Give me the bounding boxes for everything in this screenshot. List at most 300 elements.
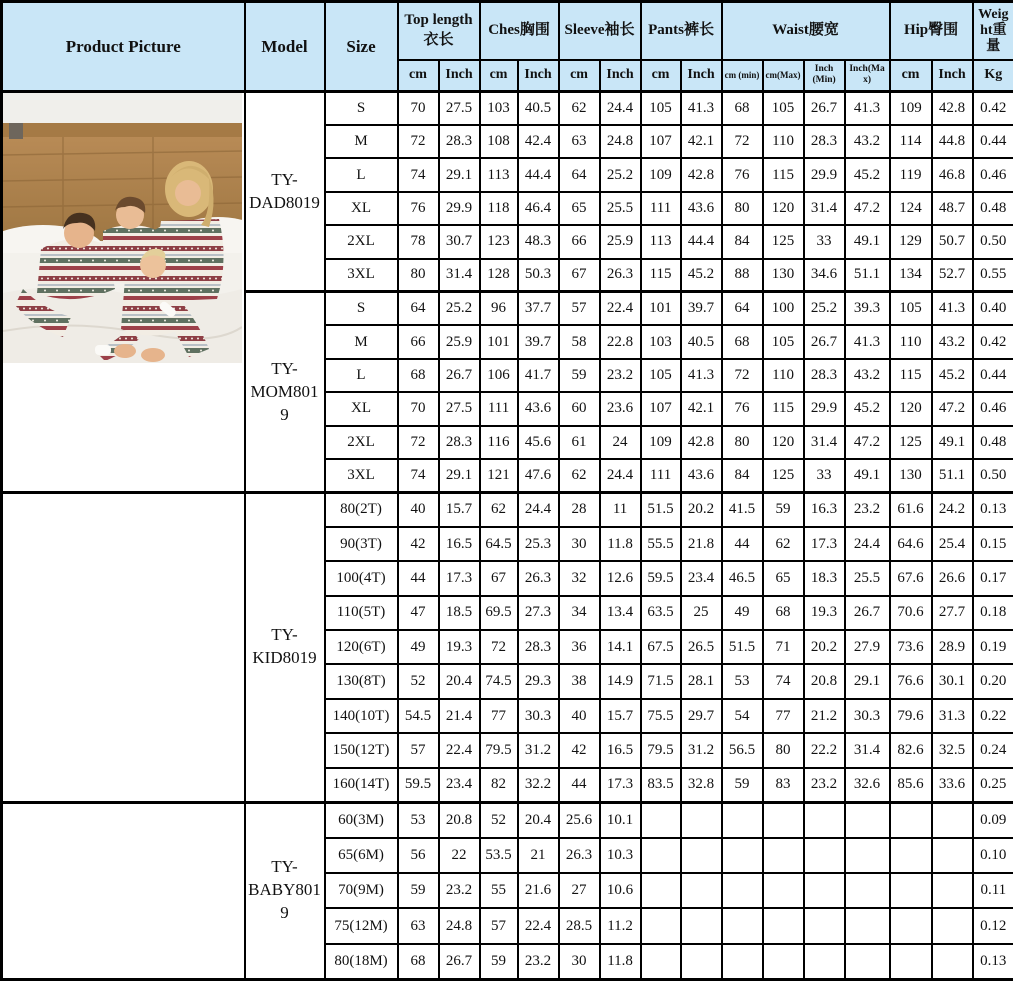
value-cell: 28.3 <box>804 359 845 392</box>
value-cell: 78 <box>398 225 439 258</box>
value-cell: 68 <box>398 944 439 980</box>
value-cell: 108 <box>480 125 518 158</box>
value-cell <box>681 873 722 908</box>
value-cell: 79.5 <box>641 733 681 767</box>
value-cell <box>641 873 681 908</box>
value-cell: 26.7 <box>439 944 480 980</box>
value-cell: 62 <box>559 459 600 492</box>
value-cell: 70.6 <box>890 596 932 630</box>
value-cell: 11.2 <box>600 908 641 943</box>
model-cell: TY-KID8019 <box>245 492 325 802</box>
value-cell: 22.8 <box>600 325 641 358</box>
value-cell: 118 <box>480 192 518 225</box>
value-cell: 76 <box>722 158 763 191</box>
value-cell: 42.8 <box>932 92 973 125</box>
value-cell: 72 <box>722 359 763 392</box>
value-cell <box>890 908 932 943</box>
value-cell: 59 <box>559 359 600 392</box>
value-cell: 62 <box>480 492 518 526</box>
value-cell: 25.2 <box>600 158 641 191</box>
waist-header: Waist腰宽 <box>722 2 890 60</box>
value-cell: 101 <box>641 292 681 325</box>
value-cell: 47.2 <box>932 392 973 425</box>
value-cell: 42.8 <box>681 426 722 459</box>
value-cell <box>722 873 763 908</box>
value-cell: 33 <box>804 459 845 492</box>
value-cell: 22.4 <box>439 733 480 767</box>
value-cell: 22.4 <box>600 292 641 325</box>
model-cell: TY-MOM8019 <box>245 292 325 492</box>
value-cell: 103 <box>641 325 681 358</box>
value-cell: 23.2 <box>439 873 480 908</box>
table-row <box>2 92 1013 125</box>
value-cell: 16.5 <box>439 527 480 561</box>
value-cell: 55 <box>480 873 518 908</box>
value-cell: 76 <box>722 392 763 425</box>
value-cell: 68 <box>722 92 763 125</box>
value-cell: 40.5 <box>518 92 559 125</box>
value-cell: 123 <box>480 225 518 258</box>
value-cell: 75.5 <box>641 699 681 733</box>
value-cell: 23.2 <box>804 768 845 802</box>
value-cell: 65 <box>763 561 804 595</box>
value-cell: 51.5 <box>641 492 681 526</box>
pants-cm-header: cm <box>641 60 681 92</box>
value-cell: 23.2 <box>845 492 890 526</box>
value-cell: 103 <box>480 92 518 125</box>
value-cell: 31.4 <box>439 259 480 292</box>
value-cell: 37.7 <box>518 292 559 325</box>
waist-inch-min-header: Inch (Min) <box>804 60 845 92</box>
product-picture-header: Product Picture <box>2 2 245 92</box>
value-cell: 64 <box>722 292 763 325</box>
value-cell: 26.3 <box>600 259 641 292</box>
value-cell: 61.6 <box>890 492 932 526</box>
value-cell <box>932 944 973 980</box>
value-cell: 79.5 <box>480 733 518 767</box>
value-cell: 46.5 <box>722 561 763 595</box>
value-cell: 24.4 <box>600 92 641 125</box>
value-cell: 21.4 <box>439 699 480 733</box>
value-cell: 110 <box>763 359 804 392</box>
value-cell <box>763 873 804 908</box>
value-cell: 129 <box>890 225 932 258</box>
value-cell: 115 <box>890 359 932 392</box>
value-cell: 76 <box>398 192 439 225</box>
value-cell: 74 <box>398 158 439 191</box>
value-cell: 71.5 <box>641 664 681 698</box>
value-cell: 41.3 <box>681 92 722 125</box>
value-cell: 41.3 <box>845 92 890 125</box>
value-cell <box>722 802 763 837</box>
pants-header: Pants裤长 <box>641 2 722 60</box>
value-cell: 70 <box>398 92 439 125</box>
value-cell: 120 <box>890 392 932 425</box>
value-cell: 53 <box>398 802 439 837</box>
size-cell: M <box>325 325 398 358</box>
value-cell: 74.5 <box>480 664 518 698</box>
value-cell: 19.3 <box>439 630 480 664</box>
value-cell: 128 <box>480 259 518 292</box>
value-cell: 24.4 <box>518 492 559 526</box>
value-cell: 59.5 <box>398 768 439 802</box>
value-cell: 29.1 <box>845 664 890 698</box>
value-cell: 26.7 <box>439 359 480 392</box>
model-header: Model <box>245 2 325 92</box>
value-cell: 62 <box>763 527 804 561</box>
value-cell: 22.4 <box>518 908 559 943</box>
value-cell: 113 <box>480 158 518 191</box>
value-cell: 16.5 <box>600 733 641 767</box>
value-cell: 30 <box>559 527 600 561</box>
value-cell: 77 <box>763 699 804 733</box>
value-cell: 42.1 <box>681 125 722 158</box>
value-cell: 44.4 <box>681 225 722 258</box>
value-cell: 80 <box>722 192 763 225</box>
chest-cm-header: cm <box>480 60 518 92</box>
value-cell: 31.4 <box>804 192 845 225</box>
value-cell: 39.7 <box>518 325 559 358</box>
value-cell: 32.2 <box>518 768 559 802</box>
value-cell: 19.3 <box>804 596 845 630</box>
waist-inch-max-header: Inch(Max) <box>845 60 890 92</box>
value-cell: 52 <box>480 802 518 837</box>
value-cell: 0.19 <box>973 630 1013 664</box>
value-cell: 27.9 <box>845 630 890 664</box>
value-cell <box>890 838 932 873</box>
value-cell: 29.1 <box>439 158 480 191</box>
value-cell: 44 <box>559 768 600 802</box>
value-cell: 43.2 <box>845 359 890 392</box>
value-cell: 63 <box>398 908 439 943</box>
value-cell <box>932 802 973 837</box>
value-cell: 47 <box>398 596 439 630</box>
value-cell: 54 <box>722 699 763 733</box>
value-cell: 32.6 <box>845 768 890 802</box>
value-cell: 0.11 <box>973 873 1013 908</box>
value-cell: 41.3 <box>681 359 722 392</box>
value-cell: 28.3 <box>439 125 480 158</box>
value-cell: 30.1 <box>932 664 973 698</box>
value-cell: 0.40 <box>973 292 1013 325</box>
value-cell: 83.5 <box>641 768 681 802</box>
value-cell <box>641 908 681 943</box>
value-cell: 57 <box>398 733 439 767</box>
value-cell: 24.4 <box>600 459 641 492</box>
value-cell: 34.6 <box>804 259 845 292</box>
value-cell: 29.1 <box>439 459 480 492</box>
waist-cm-min-header: cm (min) <box>722 60 763 92</box>
value-cell: 59.5 <box>641 561 681 595</box>
value-cell: 114 <box>890 125 932 158</box>
value-cell: 11 <box>600 492 641 526</box>
size-cell: XL <box>325 392 398 425</box>
value-cell: 49.1 <box>932 426 973 459</box>
value-cell: 23.4 <box>439 768 480 802</box>
value-cell: 0.15 <box>973 527 1013 561</box>
value-cell: 54.5 <box>398 699 439 733</box>
value-cell: 29.9 <box>804 392 845 425</box>
value-cell: 44 <box>398 561 439 595</box>
value-cell: 109 <box>641 426 681 459</box>
size-cell: 100(4T) <box>325 561 398 595</box>
size-cell: M <box>325 125 398 158</box>
value-cell: 46.4 <box>518 192 559 225</box>
value-cell: 115 <box>763 158 804 191</box>
size-cell: 140(10T) <box>325 699 398 733</box>
value-cell: 39.3 <box>845 292 890 325</box>
value-cell: 47.2 <box>845 192 890 225</box>
value-cell: 53.5 <box>480 838 518 873</box>
value-cell: 20.2 <box>681 492 722 526</box>
weight-kg-header: Kg <box>973 60 1013 92</box>
value-cell: 51.1 <box>932 459 973 492</box>
value-cell: 77 <box>480 699 518 733</box>
value-cell: 74 <box>398 459 439 492</box>
value-cell: 25.2 <box>804 292 845 325</box>
value-cell: 52 <box>398 664 439 698</box>
value-cell: 42 <box>398 527 439 561</box>
value-cell: 52.7 <box>932 259 973 292</box>
value-cell: 25.5 <box>600 192 641 225</box>
value-cell <box>722 908 763 943</box>
value-cell: 12.6 <box>600 561 641 595</box>
value-cell: 29.9 <box>439 192 480 225</box>
value-cell: 48.3 <box>518 225 559 258</box>
value-cell: 0.13 <box>973 492 1013 526</box>
value-cell <box>804 838 845 873</box>
value-cell: 41.3 <box>845 325 890 358</box>
value-cell: 17.3 <box>600 768 641 802</box>
value-cell: 105 <box>890 292 932 325</box>
value-cell: 31.2 <box>518 733 559 767</box>
value-cell: 13.4 <box>600 596 641 630</box>
product-photo <box>3 93 244 363</box>
value-cell: 82 <box>480 768 518 802</box>
size-cell: 130(8T) <box>325 664 398 698</box>
value-cell <box>845 873 890 908</box>
value-cell: 27.5 <box>439 392 480 425</box>
value-cell: 107 <box>641 392 681 425</box>
value-cell: 107 <box>641 125 681 158</box>
value-cell: 116 <box>480 426 518 459</box>
value-cell: 85.6 <box>890 768 932 802</box>
value-cell: 0.22 <box>973 699 1013 733</box>
value-cell <box>804 944 845 980</box>
value-cell: 113 <box>641 225 681 258</box>
hip-inch-header: Inch <box>932 60 973 92</box>
value-cell: 24.8 <box>439 908 480 943</box>
value-cell: 21.8 <box>681 527 722 561</box>
value-cell: 0.12 <box>973 908 1013 943</box>
value-cell: 105 <box>763 325 804 358</box>
value-cell <box>763 908 804 943</box>
value-cell <box>890 944 932 980</box>
value-cell: 73.6 <box>890 630 932 664</box>
value-cell: 59 <box>480 944 518 980</box>
value-cell: 41.5 <box>722 492 763 526</box>
value-cell: 27.5 <box>439 92 480 125</box>
value-cell: 109 <box>641 158 681 191</box>
value-cell: 63.5 <box>641 596 681 630</box>
value-cell: 14.1 <box>600 630 641 664</box>
value-cell: 20.2 <box>804 630 845 664</box>
value-cell: 42.4 <box>518 125 559 158</box>
value-cell: 20.8 <box>804 664 845 698</box>
value-cell: 43.6 <box>681 459 722 492</box>
value-cell: 51.5 <box>722 630 763 664</box>
value-cell: 0.46 <box>973 392 1013 425</box>
value-cell: 45.6 <box>518 426 559 459</box>
value-cell: 67.5 <box>641 630 681 664</box>
value-cell: 27.7 <box>932 596 973 630</box>
value-cell: 110 <box>890 325 932 358</box>
value-cell: 26.3 <box>559 838 600 873</box>
top-length-inch-header: Inch <box>439 60 480 92</box>
value-cell: 62 <box>559 92 600 125</box>
top-length-cm-header: cm <box>398 60 439 92</box>
value-cell: 61 <box>559 426 600 459</box>
hip-header: Hip臀围 <box>890 2 973 60</box>
value-cell: 130 <box>890 459 932 492</box>
value-cell: 48.7 <box>932 192 973 225</box>
value-cell: 72 <box>398 125 439 158</box>
value-cell: 125 <box>763 459 804 492</box>
value-cell: 49 <box>398 630 439 664</box>
value-cell: 125 <box>890 426 932 459</box>
value-cell: 26.7 <box>804 92 845 125</box>
value-cell <box>763 944 804 980</box>
value-cell: 31.3 <box>932 699 973 733</box>
value-cell: 23.2 <box>600 359 641 392</box>
value-cell: 0.20 <box>973 664 1013 698</box>
value-cell: 28.1 <box>681 664 722 698</box>
hip-cm-header: cm <box>890 60 932 92</box>
value-cell: 28.3 <box>518 630 559 664</box>
value-cell: 30.3 <box>518 699 559 733</box>
value-cell: 18.3 <box>804 561 845 595</box>
empty-picture-cell <box>2 492 245 802</box>
value-cell: 23.2 <box>518 944 559 980</box>
value-cell: 111 <box>641 192 681 225</box>
value-cell: 22 <box>439 838 480 873</box>
sleeve-cm-header: cm <box>559 60 600 92</box>
size-cell: L <box>325 158 398 191</box>
value-cell: 17.3 <box>439 561 480 595</box>
value-cell <box>763 802 804 837</box>
value-cell: 31.4 <box>804 426 845 459</box>
size-cell: 150(12T) <box>325 733 398 767</box>
value-cell: 68 <box>398 359 439 392</box>
value-cell: 42.1 <box>681 392 722 425</box>
empty-picture-cell <box>2 802 245 979</box>
value-cell: 30.3 <box>845 699 890 733</box>
value-cell: 33 <box>804 225 845 258</box>
value-cell: 43.6 <box>518 392 559 425</box>
value-cell: 47.6 <box>518 459 559 492</box>
value-cell: 115 <box>763 392 804 425</box>
value-cell: 10.6 <box>600 873 641 908</box>
value-cell <box>932 838 973 873</box>
value-cell: 31.4 <box>845 733 890 767</box>
value-cell: 40 <box>559 699 600 733</box>
value-cell: 41.3 <box>932 292 973 325</box>
size-cell: S <box>325 292 398 325</box>
value-cell: 0.09 <box>973 802 1013 837</box>
value-cell: 45.2 <box>845 158 890 191</box>
value-cell: 44.4 <box>518 158 559 191</box>
value-cell: 40 <box>398 492 439 526</box>
value-cell: 76.6 <box>890 664 932 698</box>
value-cell: 72 <box>722 125 763 158</box>
value-cell: 0.44 <box>973 125 1013 158</box>
value-cell: 50.7 <box>932 225 973 258</box>
value-cell <box>641 944 681 980</box>
value-cell: 42 <box>559 733 600 767</box>
model-cell: TY-BABY8019 <box>245 802 325 979</box>
size-cell: L <box>325 359 398 392</box>
value-cell: 25.6 <box>559 802 600 837</box>
value-cell: 55.5 <box>641 527 681 561</box>
value-cell: 57 <box>559 292 600 325</box>
value-cell: 67 <box>559 259 600 292</box>
value-cell: 32 <box>559 561 600 595</box>
value-cell: 0.48 <box>973 426 1013 459</box>
value-cell: 105 <box>763 92 804 125</box>
value-cell: 25.9 <box>600 225 641 258</box>
value-cell: 0.10 <box>973 838 1013 873</box>
value-cell: 120 <box>763 192 804 225</box>
value-cell <box>763 838 804 873</box>
value-cell: 26.5 <box>681 630 722 664</box>
value-cell <box>681 944 722 980</box>
value-cell: 43.6 <box>681 192 722 225</box>
value-cell: 23.4 <box>681 561 722 595</box>
value-cell: 0.46 <box>973 158 1013 191</box>
value-cell: 49 <box>722 596 763 630</box>
value-cell: 0.42 <box>973 325 1013 358</box>
value-cell: 80 <box>722 426 763 459</box>
size-cell: 80(18M) <box>325 944 398 980</box>
value-cell: 64.5 <box>480 527 518 561</box>
value-cell: 70 <box>398 392 439 425</box>
value-cell: 82.6 <box>890 733 932 767</box>
size-cell: 80(2T) <box>325 492 398 526</box>
value-cell <box>681 802 722 837</box>
value-cell: 57 <box>480 908 518 943</box>
value-cell: 20.4 <box>439 664 480 698</box>
value-cell: 34 <box>559 596 600 630</box>
value-cell: 105 <box>641 92 681 125</box>
value-cell: 0.44 <box>973 359 1013 392</box>
value-cell: 101 <box>480 325 518 358</box>
value-cell: 25.5 <box>845 561 890 595</box>
value-cell: 67 <box>480 561 518 595</box>
value-cell: 79.6 <box>890 699 932 733</box>
value-cell: 32.8 <box>681 768 722 802</box>
value-cell: 26.7 <box>804 325 845 358</box>
value-cell: 39.7 <box>681 292 722 325</box>
value-cell: 71 <box>763 630 804 664</box>
value-cell: 45.2 <box>845 392 890 425</box>
value-cell: 25.3 <box>518 527 559 561</box>
value-cell: 26.6 <box>932 561 973 595</box>
value-cell: 59 <box>398 873 439 908</box>
value-cell: 11.8 <box>600 527 641 561</box>
value-cell: 42.8 <box>681 158 722 191</box>
value-cell: 0.25 <box>973 768 1013 802</box>
value-cell: 25.2 <box>439 292 480 325</box>
